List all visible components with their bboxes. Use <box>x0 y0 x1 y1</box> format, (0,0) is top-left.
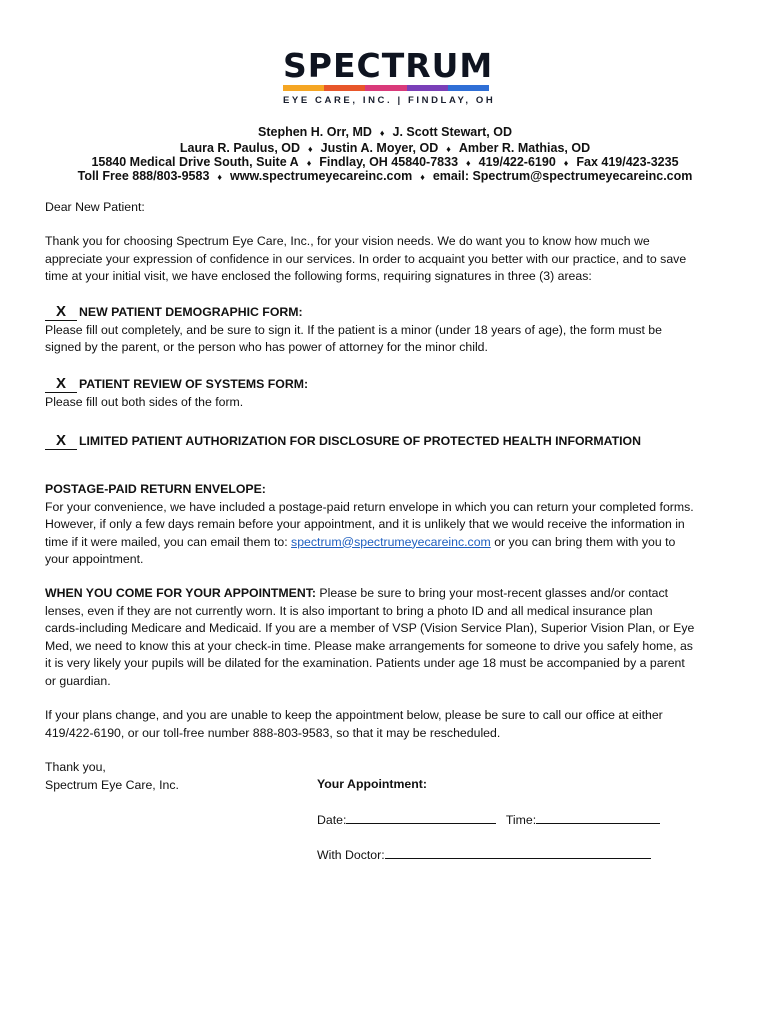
separator-diamond: ♦ <box>308 144 313 154</box>
separator-diamond: ♦ <box>563 158 569 168</box>
plans-paragraph <box>45 707 730 742</box>
paragraph-text: or you can bring them with you to <box>490 534 676 549</box>
separator-diamond: ♦ <box>217 172 222 182</box>
paragraph-line: appreciate your expression of confidence in our services. In order to acquaint you better with our practice, and to save <box>45 251 687 266</box>
appointment-box <box>317 776 717 794</box>
section-title: POSTAGE-PAID RETURN ENVELOPE: <box>45 482 266 496</box>
paragraph-text: time if it were mailed, you can email them to: <box>45 534 292 549</box>
check-mark: X <box>45 433 77 450</box>
separator-diamond: ♦ <box>379 128 385 138</box>
paragraph-line: cards-including Medicare and Medicaid. If you are a member of VSP (Vision Service Plan), Superior Vision Plan, or Eye <box>45 621 695 635</box>
date-field[interactable] <box>346 811 496 824</box>
paragraph-line: Med, we need to know this at your check-in time. Please make arrangements for someone to drive you safely home, as <box>45 638 693 653</box>
check-mark: X <box>45 376 77 393</box>
form-title: LIMITED PATIENT AUTHORIZATION FOR DISCLOSURE OF PROTECTED HEALTH INFORMATION <box>79 434 641 448</box>
logo-bar-segment <box>283 85 324 91</box>
paragraph-line: 419/422-6190, or our toll-free number 888-803-9583, so that it may be rescheduled. <box>45 725 501 740</box>
paragraph-line: signed by the parent, or the person who has power of attorney for the minor child. <box>45 340 488 354</box>
paragraph-line: However, if only a few days remain before your appointment, and it is unlikely that we would receive the information in <box>45 517 685 531</box>
intro-paragraph <box>45 233 730 286</box>
address: 15840 Medical Drive South, Suite A <box>91 155 299 169</box>
signature: Spectrum Eye Care, Inc. <box>45 777 179 792</box>
paragraph-line: your appointment. <box>45 552 144 566</box>
paragraph-line: or guardian. <box>45 673 111 688</box>
paragraph-line: Thank you for choosing Spectrum Eye Care, Inc., for your vision needs. We do want you to know how much we <box>45 234 650 248</box>
appointment-doctor-row <box>317 846 717 865</box>
doctor-label: With Doctor: <box>317 848 385 862</box>
paragraph-text: Please be sure to bring your most-recent glasses and/or contact <box>316 586 669 600</box>
appointment-title: Your Appointment: <box>317 777 427 791</box>
form-title: NEW PATIENT DEMOGRAPHIC FORM: <box>79 305 303 319</box>
doctor-name: Amber R. Mathias, OD <box>458 141 591 155</box>
paragraph-line: lenses, even if they are not currently worn. It is also important to bring a photo ID and all medical insurance plan <box>45 603 653 618</box>
website: www.spectrumeyecareinc.com <box>230 169 413 183</box>
paragraph-line: time at your initial visit, we have enclosed the following forms, requiring signatures in three (3) areas: <box>45 269 592 283</box>
email-link[interactable]: spectrum@spectrumeyecareinc.com <box>291 534 491 549</box>
separator-diamond: ♦ <box>466 158 471 168</box>
doctors-line-1 <box>0 124 770 141</box>
check-mark: X <box>45 304 77 321</box>
time-label: Time: <box>505 813 537 827</box>
appointment-date-time-row <box>317 811 717 830</box>
date-label: Date: <box>317 813 347 827</box>
appointment-section <box>45 585 730 690</box>
section-title: WHEN YOU COME FOR YOUR APPOINTMENT: <box>45 586 316 600</box>
separator-diamond: ♦ <box>420 172 425 182</box>
logo-tagline: EYE CARE, INC. | FINDLAY, OH <box>283 95 496 106</box>
fax: Fax 419/423-3235 <box>576 155 679 169</box>
separator-diamond: ♦ <box>306 158 312 168</box>
logo-bar-segment <box>448 85 489 91</box>
paragraph-line: If your plans change, and you are unable to keep the appointment below, please be sure to call our office at either <box>45 708 663 722</box>
envelope-section <box>45 481 730 569</box>
doctor-name: J. Scott Stewart, OD <box>392 125 512 139</box>
logo-wordmark: SPECTRUM <box>283 46 494 85</box>
closing <box>45 759 285 794</box>
logo-bar-segment <box>324 85 365 91</box>
separator-diamond: ♦ <box>446 144 451 154</box>
form-title: PATIENT REVIEW OF SYSTEMS FORM: <box>79 377 309 391</box>
contact-line-2 <box>0 168 770 185</box>
time-field[interactable] <box>536 811 660 824</box>
paragraph-line: it is very likely your pupils will be dilated for the examination. Patients under age 18 must be accompanied by a parent <box>45 656 685 670</box>
city-state-zip: Findlay, OH 45840-7833 <box>319 155 459 169</box>
form-item-review-of-systems <box>45 376 730 411</box>
phone: 419/422-6190 <box>478 155 556 169</box>
toll-free: Toll Free 888/803-9583 <box>77 169 210 183</box>
closing-text: Thank you, <box>45 760 106 774</box>
form-item-authorization <box>45 433 730 451</box>
paragraph-line: For your convenience, we have included a postage-paid return envelope in which you can return your completed forms. <box>45 499 694 514</box>
paragraph-line: Please fill out both sides of the form. <box>45 394 244 409</box>
company-logo <box>283 46 496 106</box>
paragraph-line: Please fill out completely, and be sure to sign it. If the patient is a minor (under 18 years of age), the form must be <box>45 322 662 337</box>
form-item-demographic <box>45 304 730 357</box>
greeting: Dear New Patient: <box>45 200 145 214</box>
doctor-field[interactable] <box>385 846 651 859</box>
doctor-name: Justin A. Moyer, OD <box>320 141 439 155</box>
logo-color-bar <box>283 85 489 91</box>
doctor-name: Laura R. Paulus, OD <box>179 141 301 155</box>
doctor-name: Stephen H. Orr, MD <box>258 125 372 139</box>
logo-bar-segment <box>365 85 406 91</box>
email: email: Spectrum@spectrumeyecareinc.com <box>432 169 693 183</box>
logo-bar-segment <box>407 85 448 91</box>
